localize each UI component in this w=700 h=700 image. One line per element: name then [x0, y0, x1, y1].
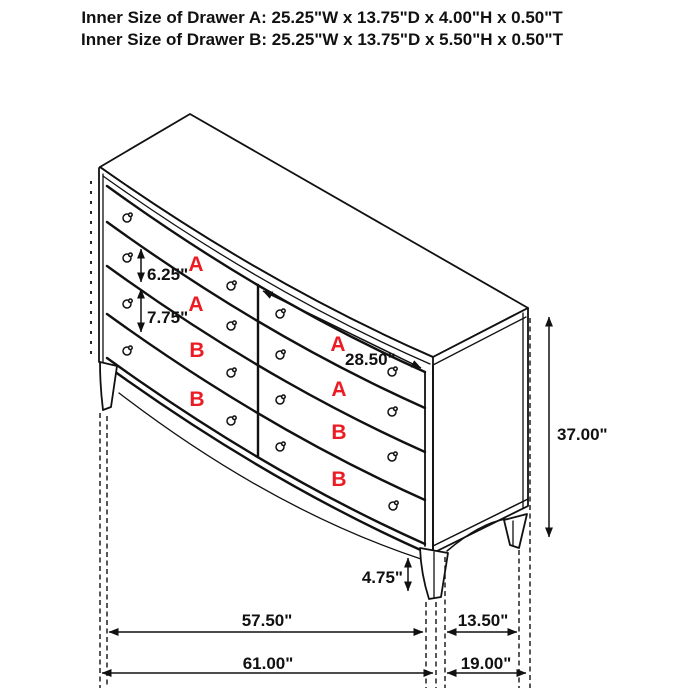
bottom-rail-curve [107, 366, 425, 552]
dim-overall-depth-label: 19.00" [460, 654, 512, 673]
drawer-label: B [189, 388, 205, 411]
dim-overall-depth [447, 654, 526, 673]
dim-overall-width-label: 61.00" [242, 654, 294, 673]
dim-drawer-a-height-label: 6.25" [147, 265, 189, 284]
dim-drawer-b-height-label: 7.75" [147, 308, 189, 327]
dim-drawer-width-label: 28.50" [345, 350, 396, 369]
knob-icon [276, 350, 285, 359]
dim-drawer-a-height [141, 249, 188, 284]
dim-leg-height [362, 558, 408, 591]
knob-icon [227, 368, 236, 377]
drawer-label: B [189, 339, 205, 362]
drawer-label: A [188, 293, 204, 316]
dim-side-depth-between-legs-label: 13.50" [457, 611, 509, 630]
dim-overall-width [102, 654, 433, 673]
drawer-label: A [331, 378, 347, 401]
knob-icon [227, 321, 236, 330]
knob-icon [227, 281, 236, 290]
drawer-label: B [331, 421, 347, 444]
knob-icon [123, 299, 132, 308]
front-left-leg [100, 362, 117, 410]
dim-leg-height-label: 4.75" [361, 568, 403, 587]
knob-icon [227, 416, 236, 425]
drawer-label: A [330, 333, 346, 356]
back-right-leg [504, 514, 527, 548]
dresser-drawing [91, 114, 528, 599]
knob-icon [276, 309, 285, 318]
knob-icon [123, 253, 132, 262]
drawer-b-inner-size-text: Inner Size of Drawer B: 25.25"W x 13.75"D x 5.50"H x 0.50"T [80, 30, 563, 49]
knob-icon [388, 452, 397, 461]
dim-side-depth-between-legs [447, 611, 517, 632]
drawer-a-inner-size-text: Inner Size of Drawer A: 25.25"W x 13.75"D x 4.00"H x 0.50"T [81, 8, 563, 27]
knob-icon [388, 407, 397, 416]
dim-front-width-between-legs [109, 611, 423, 632]
drawer-curve-3 [107, 314, 425, 500]
dim-front-width-between-legs-label: 57.50" [241, 611, 293, 630]
knob-icon [276, 395, 285, 404]
drawer-label: B [331, 468, 347, 491]
knob-icon [389, 501, 398, 510]
knob-icon [276, 442, 285, 451]
dim-overall-height [549, 317, 608, 537]
knob-icon [123, 213, 132, 222]
drawer-label: A [188, 253, 204, 276]
dim-overall-height-label: 37.00" [557, 425, 608, 444]
knob-icon [123, 346, 132, 355]
